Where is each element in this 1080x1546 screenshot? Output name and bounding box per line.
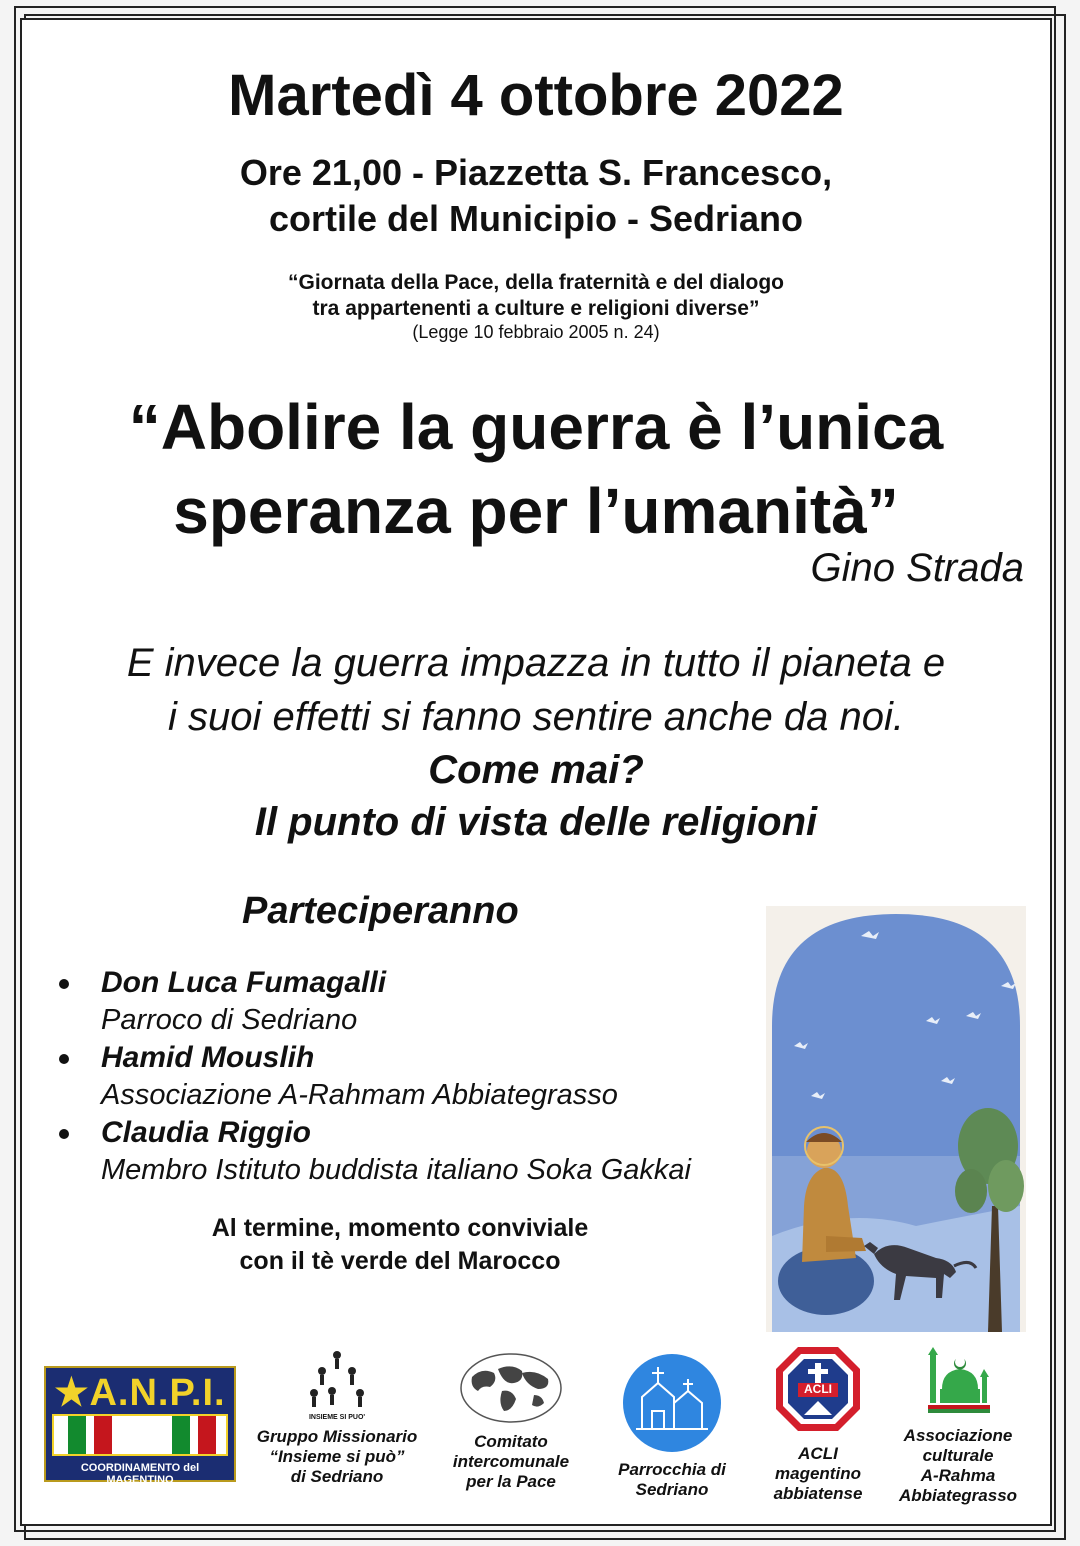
acli-caption xyxy=(758,1444,878,1504)
anpi-subtitle: COORDINAMENTO del MAGENTINO xyxy=(80,1462,200,1486)
caption-line: magentino xyxy=(775,1464,861,1483)
quote-line: “Abolire la guerra è l’unica xyxy=(128,391,944,463)
people-group-icon xyxy=(302,1349,372,1411)
caption-line: Parrocchia di xyxy=(618,1460,726,1479)
anpi-logo xyxy=(44,1366,236,1486)
intro-line: i suoi effetti si fanno sentire anche da noi. xyxy=(167,695,904,739)
participant-role: Membro Istituto buddista italiano Soka Gakkai xyxy=(101,1154,691,1186)
intro-text xyxy=(20,636,1052,744)
subtitle-line: Il punto di vista delle religioni xyxy=(254,800,818,844)
closing-line: Al termine, momento conviviale xyxy=(211,1214,589,1242)
quote-line: speranza per l’umanità” xyxy=(173,475,899,547)
parrocchia-caption xyxy=(604,1460,740,1500)
italian-flag-icon xyxy=(52,1414,228,1456)
giornata-line: “Giornata della Pace, della fraternità e del dialogo xyxy=(288,271,784,294)
mosque-icon xyxy=(920,1345,996,1421)
caption-line: “Insieme si può” xyxy=(269,1447,405,1466)
anpi-title: ★A.N.P.I. xyxy=(54,1372,226,1414)
participant-role: Associazione A-Rahmam Abbiategrasso xyxy=(101,1079,618,1111)
caption-line: culturale xyxy=(922,1446,994,1465)
question-line: Come mai? xyxy=(428,748,644,792)
caption-line: Abbiategrasso xyxy=(898,1486,1018,1505)
arahma-logo xyxy=(888,1345,1028,1506)
caption-line: Gruppo Missionario xyxy=(256,1427,418,1446)
list-item xyxy=(56,1039,691,1113)
participant-name: Claudia Riggio xyxy=(101,1116,311,1149)
event-location xyxy=(20,150,1052,242)
participant-name: Hamid Mouslih xyxy=(101,1041,315,1074)
caption-line: per la Pace xyxy=(466,1472,556,1491)
sponsor-logos xyxy=(20,1345,1052,1515)
intro-question xyxy=(20,744,1052,848)
caption-line: Associazione xyxy=(903,1426,1013,1445)
arahma-caption xyxy=(888,1426,1028,1506)
location-line: Ore 21,00 - Piazzetta S. Francesco, xyxy=(239,152,833,193)
closing-line: con il tè verde del Marocco xyxy=(239,1247,561,1275)
caption-line: intercomunale xyxy=(452,1452,570,1471)
caption-line: Comitato xyxy=(474,1432,548,1451)
participant-role: Parroco di Sedriano xyxy=(101,1004,358,1036)
participant-name: Don Luca Fumagalli xyxy=(101,966,387,999)
giornata-title xyxy=(20,270,1052,322)
comitato-caption xyxy=(440,1432,582,1492)
list-item xyxy=(56,1114,691,1188)
caption-line: Sedriano xyxy=(635,1480,709,1499)
parrocchia-logo xyxy=(604,1353,740,1500)
gruppo-missionario-logo xyxy=(250,1349,424,1487)
saint-francis-painting xyxy=(766,906,1026,1332)
comitato-pace-logo xyxy=(440,1351,582,1492)
church-icon xyxy=(622,1353,722,1453)
caption-line: abbiatense xyxy=(773,1484,863,1503)
law-reference: (Legge 10 febbraio 2005 n. 24) xyxy=(412,322,660,342)
list-item xyxy=(56,964,691,1038)
participants-title: Parteciperanno xyxy=(242,890,519,932)
caption-line: ACLI xyxy=(798,1444,838,1463)
caption-line: di Sedriano xyxy=(290,1467,384,1486)
main-quote xyxy=(20,385,1052,553)
acli-logo xyxy=(758,1345,878,1504)
closing-note xyxy=(130,1212,670,1278)
participants-list xyxy=(56,964,691,1189)
gruppo-caption xyxy=(250,1427,424,1487)
quote-author: Gino Strada xyxy=(810,546,1024,590)
gruppo-small-label: INSIEME SI PUO' xyxy=(308,1414,366,1421)
acli-badge-text: ACLI xyxy=(804,1382,832,1396)
location-line: cortile del Municipio - Sedriano xyxy=(268,198,804,239)
caption-line: A-Rahma xyxy=(920,1466,996,1485)
intro-line: E invece la guerra impazza in tutto il pianeta e xyxy=(126,641,946,685)
giornata-line: tra appartenenti a culture e religioni diverse” xyxy=(312,297,760,320)
world-map-icon xyxy=(458,1351,564,1425)
event-date: Martedì 4 ottobre 2022 xyxy=(228,63,844,128)
